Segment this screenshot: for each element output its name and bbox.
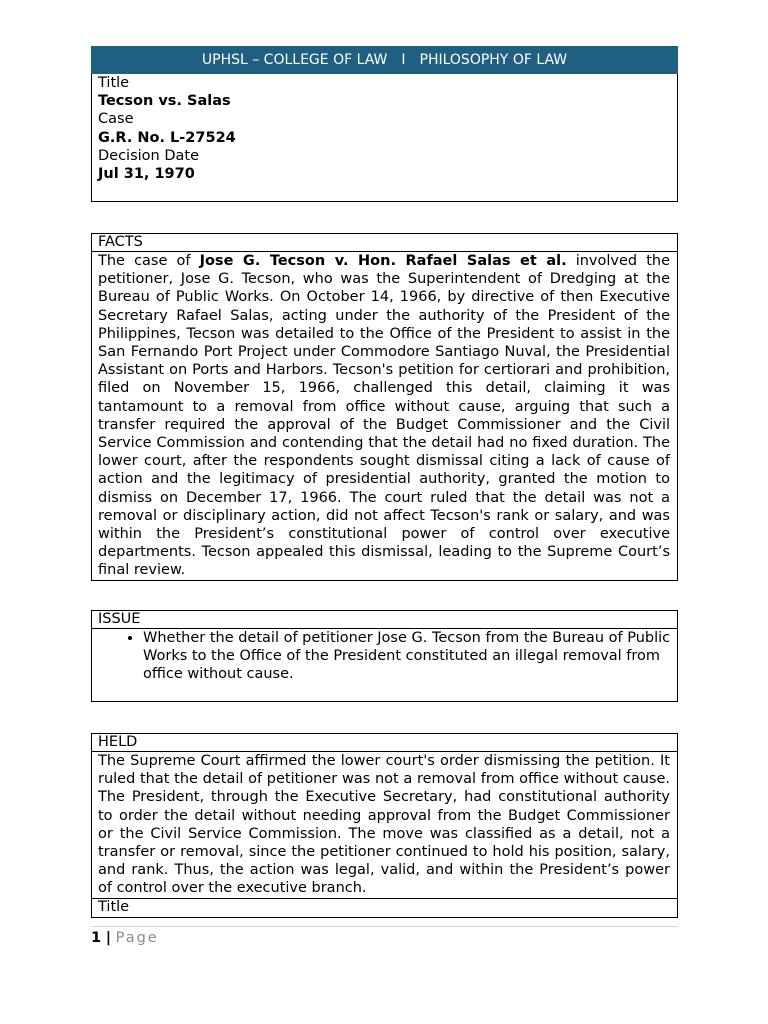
- facts-lead: The case of: [98, 253, 200, 269]
- issue-list: [92, 629, 677, 684]
- facts-text: involved the petitioner, Jose G. Tecson, who was the Superintendent of Dredging at the Bureau of Public Works. On October 14, 1966, by directive of then Executive Secretary Rafael Salas, acting under the authority of the President of the Philippines, Tecson was detailed to the Office of the President to assist in the San Fernando Port Project under Commodore Santiago Nuval, the Presidential Assistant on Ports and Harbors. Tecson's petition for certiorari and prohibition, filed on November 15, 1966, challenged this detail, claiming it was tantamount to a removal from office without cause, arguing that such a transfer required the approval of the Budget Commissioner and the Civil Service Commission and contending that the detail had no fixed duration. The lower court, after the respondents sought dismissal citing a lack of cause of action and the legitimacy of presidential authority, granted the motion to dismiss on December 17, 1966. The court ruled that the detail was not a removal or disciplinary action, did not affect Tecson's rank or salary, and was within the President’s constitutional power of control over executive departments. Tecson appealed this dismissal, leading to the Supreme Court’s final review.: [98, 253, 671, 579]
- held-tail-label: Title: [92, 898, 677, 917]
- decision-date-label: Decision Date: [98, 147, 199, 164]
- page-footer: [91, 926, 678, 948]
- page-number: 1: [91, 930, 102, 946]
- case-info-box: [91, 74, 678, 202]
- page-word: Page: [115, 930, 159, 946]
- title-label: Title: [98, 75, 130, 91]
- page-divider: |: [105, 930, 111, 946]
- held-body: The Supreme Court affirmed the lower court's order dismissing the petition. It ruled that the detail of petitioner was not a removal from office without cause. The President, through the Executive Secretary, had constitutional authority to order the detail without needing approval from the Budget Commissioner or the Civil Service Commission. The move was classified as a detail, not a transfer or removal, since the petitioner continued to hold his position, salary, and rank. Thus, the action was legal, valid, and within the President’s power of control over the executive branch.: [98, 753, 670, 897]
- issue-item: • Whether the detail of petitioner Jose G. Tecson from the Bureau of Public Works to the Office of the President constituted an illegal removal from office without cause.: [143, 629, 671, 684]
- issue-heading: ISSUE: [92, 611, 677, 629]
- header-subject: PHILOSOPHY OF LAW: [419, 52, 568, 68]
- facts-section: [91, 233, 678, 581]
- document-header-banner: [91, 46, 678, 74]
- header-school: UPHSL – COLLEGE OF LAW: [201, 52, 388, 68]
- title-value: Tecson vs. Salas: [98, 93, 231, 110]
- issue-section: [91, 610, 678, 702]
- header-separator: I: [401, 52, 406, 68]
- facts-body: [92, 252, 677, 580]
- decision-date-value: Jul 31, 1970: [98, 166, 195, 183]
- held-section: [91, 733, 678, 918]
- facts-heading: FACTS: [92, 234, 677, 252]
- case-value: G.R. No. L-27524: [98, 129, 236, 146]
- case-label: Case: [98, 111, 134, 128]
- held-heading: HELD: [92, 734, 677, 752]
- facts-case-name: Jose G. Tecson v. Hon. Rafael Salas et al.: [199, 253, 567, 269]
